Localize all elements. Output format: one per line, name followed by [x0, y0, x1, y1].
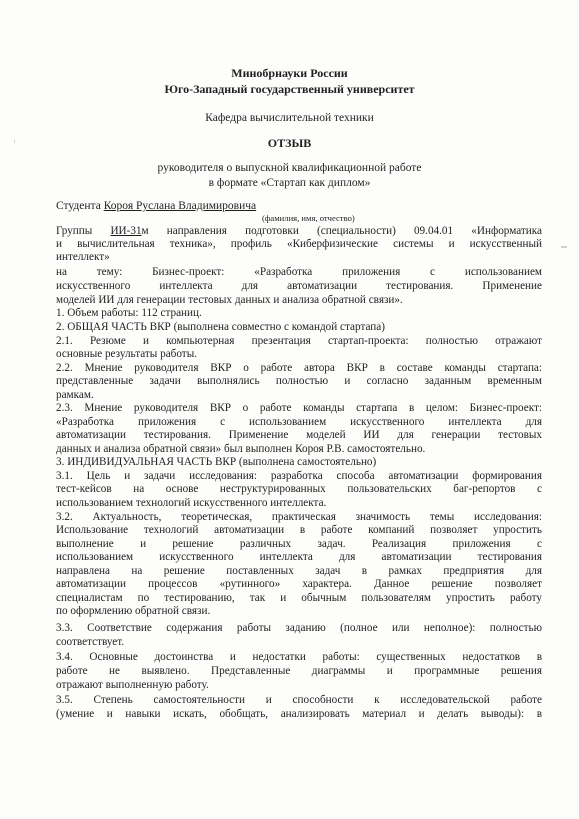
scan-artefact	[561, 246, 567, 248]
body-line-20: тест-кейсов на основе неструктурированных пользовательских баг-репортов с	[56, 483, 542, 495]
document-title: ОТЗЫВ	[267, 136, 312, 150]
student-name-caption: (фамилия, имя, отчество)	[262, 213, 355, 223]
scan-artefact	[14, 140, 15, 143]
body-line-7: 1. Объем работы: 112 страниц.	[56, 307, 202, 319]
body-line-10: основные результаты работы.	[56, 348, 198, 360]
body-line-12: представленные задачи выполнялись полностью и согласно заданным временным	[56, 375, 542, 387]
body-line-6: моделей ИИ для генерации тестовых данных и анализа обратной связи».	[56, 294, 403, 306]
body-line-19: 3.1. Цель и задачи исследования: разработка способа автоматизации формирования	[56, 470, 542, 482]
body-line-2: и вычислительная техника», профиль «Киберфизические системы и искусственный	[56, 238, 542, 250]
body-line-29: по оформлению обратной связи.	[56, 605, 211, 617]
ministry-header: Минобрнауки России	[231, 66, 348, 80]
body-line-11: 2.2. Мнение руководителя ВКР о работе автора ВКР в составе команды стартапа:	[56, 362, 542, 374]
body-line-24: выполнение и решение различных задач. Реализация приложения с	[56, 538, 542, 550]
body-line-18: 3. ИНДИВИДУАЛЬНАЯ ЧАСТЬ ВКР (выполнена самостоятельно)	[56, 456, 377, 468]
body-line-26: направлена на решение поставленных задач в рамках предприятия для	[56, 565, 542, 577]
group-number: ИИ-31	[110, 225, 142, 237]
body-line-4: на тему: Бизнес-проект: «Разработка приложения с использованием	[56, 266, 542, 278]
student-name: Короя Руслана Владимировича	[103, 200, 257, 212]
body-line-5: искусственного интеллекта для автоматизации тестирования. Применение	[56, 280, 542, 292]
body-line-31: соответствует.	[56, 636, 125, 648]
body-line-8: 2. ОБЩАЯ ЧАСТЬ ВКР (выполнена совместно с командой стартапа)	[56, 321, 385, 333]
body-line-32: 3.4. Основные достоинства и недостатки работы: существенных недостатков в	[56, 651, 542, 663]
body-line-27: автоматизации процессов «рутинного» характера. Данное решение позволяет	[56, 578, 542, 590]
body-line-28: специалистам по тестированию, так и обычным пользователям упростить работу	[56, 592, 542, 604]
body-line-16: автоматизации тестирования. Применение моделей ИИ для генерации тестовых	[56, 429, 542, 441]
body-line-21: использованием технологий искусственного интеллекта.	[56, 497, 327, 509]
body-line-13: рамкам.	[56, 389, 94, 401]
body-line-14: 2.3. Мнение руководителя ВКР о работе команды стартапа в целом: Бизнес-проект:	[56, 402, 542, 414]
body-line-9: 2.1. Резюме и компьютерная презентация стартап-проекта: полностью отражают	[56, 335, 542, 347]
body-line-36: (умение и навыки искать, обобщать, анализировать материал и делать выводы): в	[56, 708, 542, 720]
body-line-35: 3.5. Степень самостоятельности и способности к исследовательской работе	[56, 694, 542, 706]
student-line	[56, 200, 542, 213]
document-subtitle-1: руководителя о выпускной квалификационной работе	[157, 162, 422, 174]
body-line-23: Использование технологий автоматизации в работе компаний позволяет упростить	[56, 524, 542, 536]
body-line-25: использованием искусственного интеллекта для автоматизации тестирования	[56, 551, 542, 563]
body-line-34: отражают выполненную работу.	[56, 679, 209, 691]
body-line-17: данных и анализа обратной связи» был выполнен Короя Р.В. самостоятельно.	[56, 443, 426, 455]
body-line-22: 3.2. Актуальность, теоретическая, практическая значимость темы исследования:	[56, 511, 542, 523]
university-header: Юго-Западный государственный университет	[164, 82, 415, 96]
department-header: Кафедра вычислительной техники	[205, 112, 374, 124]
body-line-15: «Разработка приложения с использованием искусственного интеллекта для	[56, 416, 542, 428]
body-line-30: 3.3. Соответствие содержания работы заданию (полное или неполное): полностью	[56, 622, 542, 634]
body-line-1: Группы ИИ-31м направления подготовки (специальности) 09.04.01 «Информатика	[56, 225, 542, 237]
body-line-3: интеллект»	[56, 251, 110, 263]
document-subtitle-2: в формате «Стартап как диплом»	[208, 177, 371, 189]
student-prefix: Студента	[56, 200, 101, 212]
body-line-33: работе не выявлено. Представленные диаграммы и программные решения	[56, 665, 542, 677]
